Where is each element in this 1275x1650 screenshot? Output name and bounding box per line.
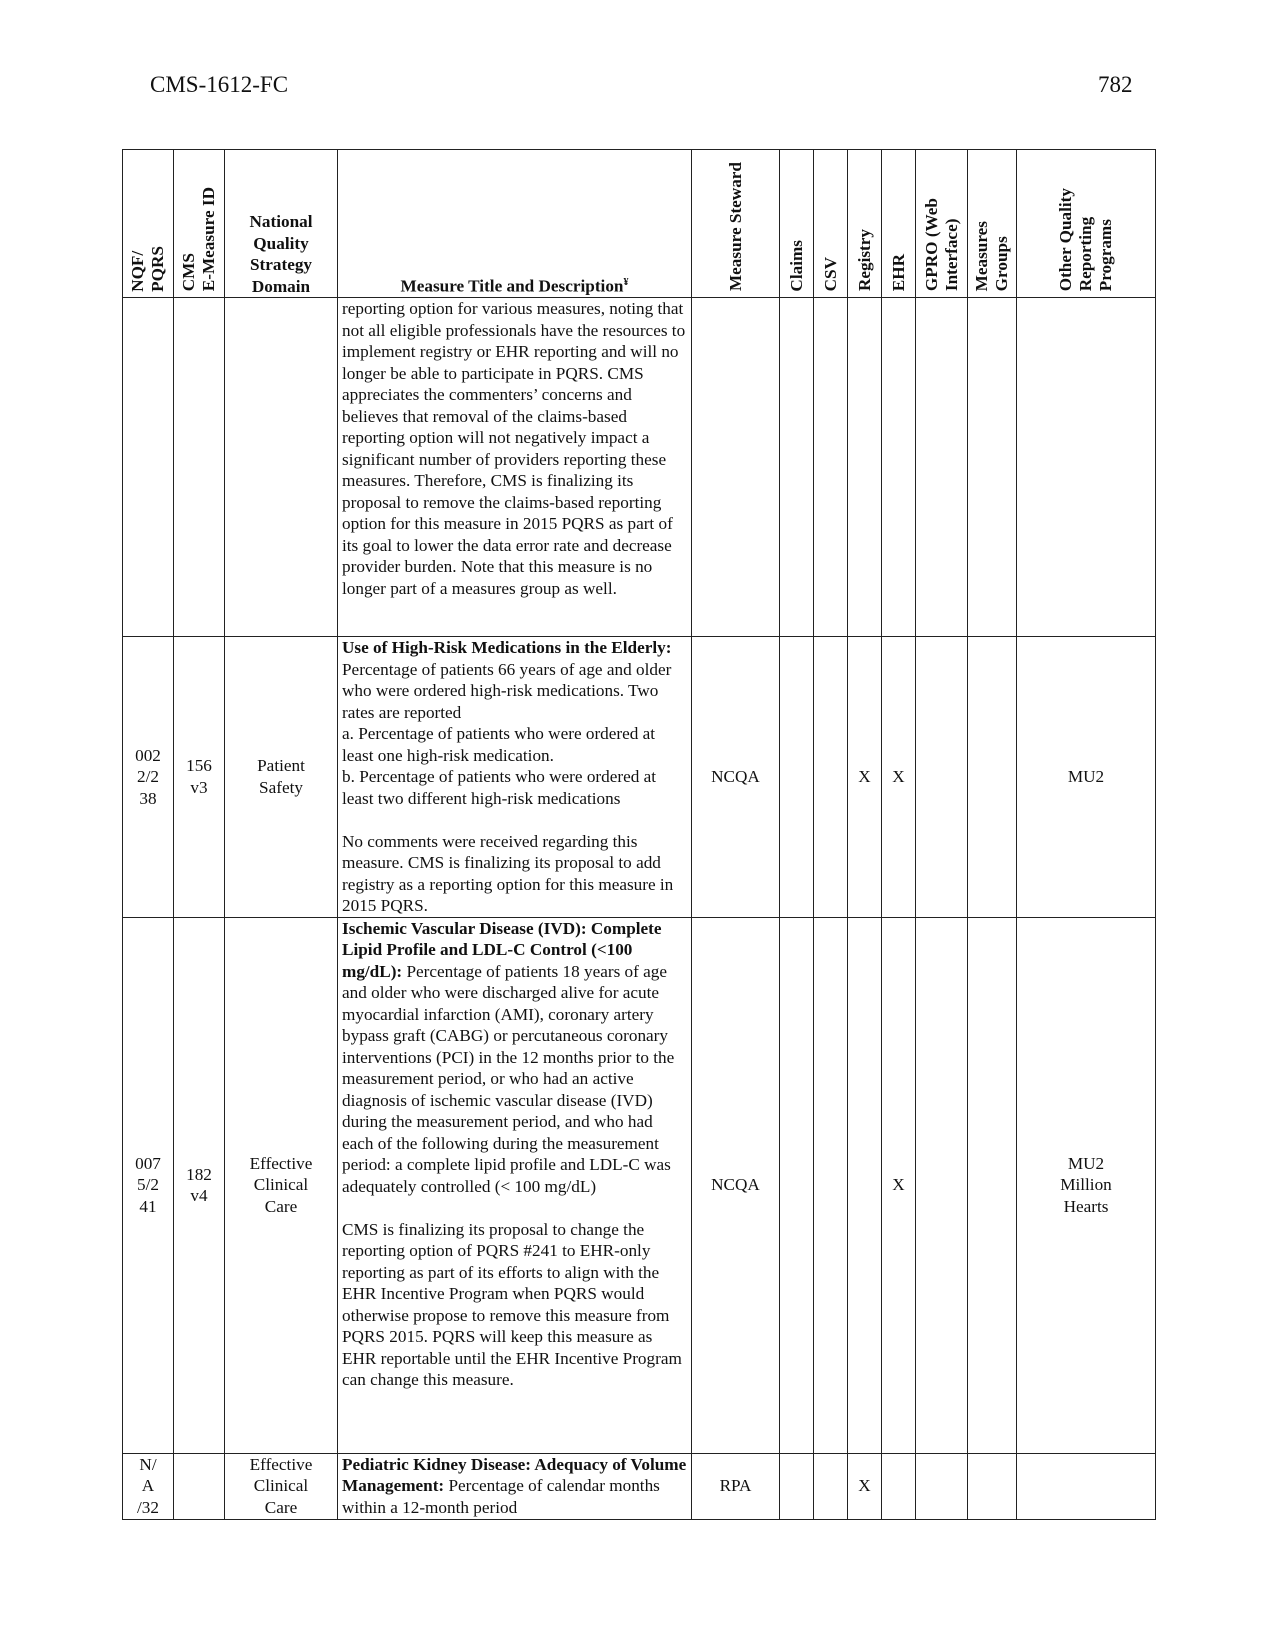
cell-ehr: X <box>882 917 916 1453</box>
cell-measures-groups <box>968 1453 1017 1519</box>
cell-nqf-pqrs: N/ A /32 <box>123 1453 174 1519</box>
cell-ehr <box>882 298 916 637</box>
cell-claims <box>780 637 814 918</box>
cell-other-programs <box>1017 1453 1156 1519</box>
measure-title: Ischemic Vascular Disease (IVD): Complete Lipid Profile and LDL-C Control (<100 mg/dL): <box>342 918 662 981</box>
cell-nqf-pqrs <box>123 298 174 637</box>
page-number: 782 <box>1098 72 1133 97</box>
table-row <box>123 637 1156 918</box>
cell-other-programs: MU2 <box>1017 637 1156 918</box>
col-header-csv: CSV <box>814 150 848 298</box>
table-row <box>123 917 1156 1453</box>
cell-claims <box>780 298 814 637</box>
cell-registry <box>848 917 882 1453</box>
col-header-ehr: EHR <box>882 150 916 298</box>
cell-csv <box>814 298 848 637</box>
cell-measure-description <box>338 637 692 918</box>
measure-comment-note: CMS is finalizing its proposal to change the reporting option of PQRS #241 to EHR-only reporting as part of its efforts to align with the EHR Incentive Program when PQRS would otherwise propose to remove this measure from PQRS 2015. PQRS will keep this measure as EHR reportable until the EHR Incentive Program can change this measure. <box>342 1219 682 1389</box>
col-header-nqs-domain: National Quality Strategy Domain <box>225 150 338 298</box>
measure-comment-note: No comments were received regarding this measure. CMS is finalizing its proposal to add registry as a reporting option for this measure in 2015 PQRS. <box>342 831 674 915</box>
cell-registry: X <box>848 637 882 918</box>
cell-gpro <box>916 1453 968 1519</box>
col-header-registry: Registry <box>848 150 882 298</box>
cell-domain: Effective Clinical Care <box>225 917 338 1453</box>
measure-title: Use of High-Risk Medications in the Elderly: <box>342 638 672 657</box>
cell-cms-id <box>174 1453 225 1519</box>
cell-claims <box>780 917 814 1453</box>
cell-nqf-pqrs: 007 5/2 41 <box>123 917 174 1453</box>
cell-cms-id: 156 v3 <box>174 637 225 918</box>
measure-title: Pediatric Kidney Disease: Adequacy of Volume Management: <box>342 1454 687 1495</box>
cell-domain: Effective Clinical Care <box>225 1453 338 1519</box>
cell-measures-groups <box>968 298 1017 637</box>
cell-gpro <box>916 298 968 637</box>
cell-gpro <box>916 917 968 1453</box>
cell-claims <box>780 1453 814 1519</box>
cell-measures-groups <box>968 917 1017 1453</box>
cell-csv <box>814 637 848 918</box>
cell-domain: Patient Safety <box>225 637 338 918</box>
measures-table <box>122 149 1156 1520</box>
cell-steward: NCQA <box>692 917 780 1453</box>
document-id: CMS-1612-FC <box>150 72 289 97</box>
cell-measure-description <box>338 1453 692 1519</box>
cell-cms-id: 182 v4 <box>174 917 225 1453</box>
cell-gpro <box>916 637 968 918</box>
col-header-measures-groups: Measures Groups <box>968 150 1017 298</box>
measure-description-text: Percentage of patients 18 years of age and older who were discharged alive for acute myocardial infarction (AMI), coronary artery bypass graft (CABG) or percutaneous coronary interventions (PCI) in the 12 months prior to the measurement period, or who had an active diagnosis of ischemic vascular disease (IVD) during the measurement period, and who had each of the following during the measurement period: a complete lipid profile and LDL-C was adequately controlled (< 100 mg/dL) <box>342 961 675 1196</box>
col-header-other-programs: Other Quality Reporting Programs <box>1017 150 1156 298</box>
cell-other-programs: MU2 Million Hearts <box>1017 917 1156 1453</box>
table-row <box>123 298 1156 637</box>
cell-other-programs <box>1017 298 1156 637</box>
col-header-measure-steward: Measure Steward <box>692 150 780 298</box>
col-header-claims: Claims <box>780 150 814 298</box>
cell-measure-description <box>338 917 692 1453</box>
cell-ehr <box>882 1453 916 1519</box>
cell-cms-id <box>174 298 225 637</box>
cell-registry <box>848 298 882 637</box>
cell-steward <box>692 298 780 637</box>
col-header-cms-emeasure-id: CMS E-Measure ID <box>174 150 225 298</box>
cell-domain <box>225 298 338 637</box>
cell-ehr: X <box>882 637 916 918</box>
col-header-measure-title: Measure Title and Description¥ <box>338 150 692 298</box>
table-header-row <box>123 150 1156 298</box>
col-header-gpro: GPRO (Web Interface) <box>916 150 968 298</box>
cell-csv <box>814 917 848 1453</box>
cell-registry: X <box>848 1453 882 1519</box>
col-header-nqf-pqrs: NQF/ PQRS <box>123 150 174 298</box>
cell-nqf-pqrs: 002 2/2 38 <box>123 637 174 918</box>
cell-measure-description <box>338 298 692 637</box>
cell-steward: NCQA <box>692 637 780 918</box>
cell-measures-groups <box>968 637 1017 918</box>
measure-description-text: Percentage of calendar months within a 12-month period <box>342 1476 660 1517</box>
cell-steward: RPA <box>692 1453 780 1519</box>
table-row <box>123 1453 1156 1519</box>
cell-csv <box>814 1453 848 1519</box>
measure-description-text: reporting option for various measures, noting that not all eligible professionals have the resources to implement registry or EHR reporting and will no longer be able to participate in PQRS. CMS appreciates the commenters’ concerns and believes that removal of the claims-based reporting option will not negatively impact a significant number of providers reporting these measures. Therefore, CMS is finalizing its proposal to remove the claims-based reporting option for this measure in 2015 PQRS as part of its goal to lower the data error rate and decrease provider burden. Note that this measure is no longer part of a measures group as well. <box>342 299 686 598</box>
measure-description-text: Percentage of patients 66 years of age and older who were ordered high-risk medications. Two rates are reported a. Percentage of patients who were ordered at least one high-risk medication. b. Percentage of patients who were ordered at least two different high-risk medications <box>342 659 672 808</box>
